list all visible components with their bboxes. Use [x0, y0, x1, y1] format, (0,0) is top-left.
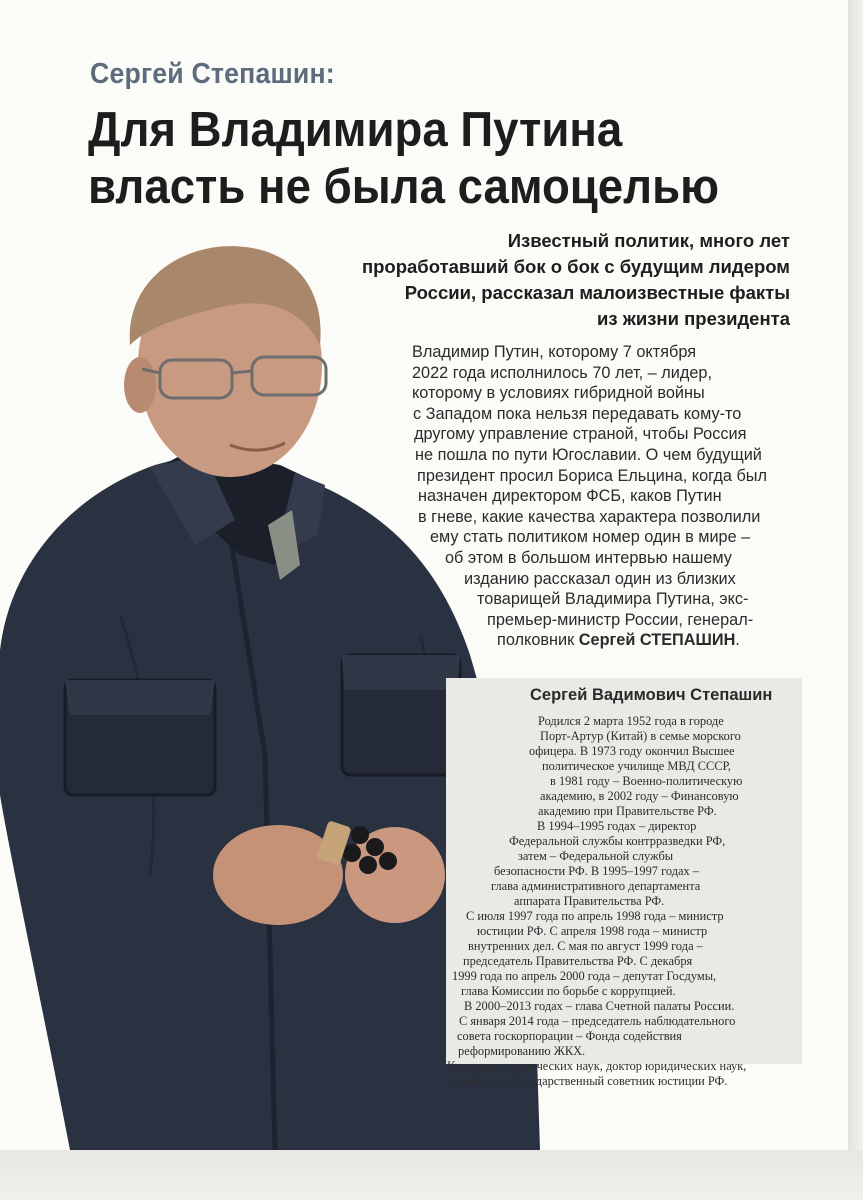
- bio-line: аппарата Правительства РФ.: [514, 894, 665, 908]
- bio-line: академию, в 2002 году – Финансовую: [540, 789, 739, 803]
- lead-line: Известный политик, много лет: [507, 230, 790, 251]
- bio-line: глава Комиссии по борьбе с коррупцией.: [461, 984, 676, 998]
- lead-line: России, рассказал малоизвестные факты: [404, 282, 790, 303]
- intro-line-last: полковник Сергей СТЕПАШИН.: [497, 631, 740, 650]
- page-bottom-margin: [0, 1150, 863, 1200]
- intro-line: которому в условиях гибридной войны: [412, 384, 705, 403]
- lead-line: из жизни президента: [597, 308, 790, 329]
- intro-line: Владимир Путин, которому 7 октября: [412, 343, 697, 361]
- bio-line: С января 2014 года – председатель наблюдательного: [459, 1014, 736, 1028]
- bio-line: 1999 года по апрель 2000 года – депутат Госдумы,: [452, 969, 717, 983]
- bio-line: юстиции РФ. С апреля 1998 года – министр: [477, 924, 708, 938]
- intro-line: 2022 года исполнилось 70 лет, – лидер,: [412, 363, 712, 382]
- bio-line: совета госкорпорации – Фонда содействия: [457, 1029, 682, 1043]
- intro-line: премьер-министр России, генерал-: [487, 610, 754, 629]
- article-kicker: Сергей Степашин:: [90, 58, 335, 90]
- bio-line: офицера. В 1973 году окончил Высшее: [529, 744, 735, 758]
- bio-line: Федеральной службы контрразведки РФ,: [509, 834, 726, 848]
- bio-line: председатель Правительства РФ. С декабря: [463, 954, 693, 968]
- bio-title: Сергей Вадимович Степашин: [530, 686, 773, 704]
- bio-line: безопасности РФ. В 1995–1997 годах –: [494, 864, 700, 878]
- intro-line: ему стать политиком номер один в мире –: [430, 528, 751, 547]
- intro-line: с Западом пока нельзя передавать кому-то: [413, 404, 742, 423]
- intro-line: в гневе, какие качества характера позволили: [418, 507, 761, 526]
- bio-line: глава административного департамента: [491, 879, 701, 893]
- lead-line: проработавший бок о бок с будущим лидером: [361, 256, 790, 277]
- bio-line: профессор. Государственный советник юстиции РФ.: [450, 1074, 728, 1088]
- intro-line: товарищей Владимира Путина, экс-: [477, 590, 749, 609]
- bio-line: Родился 2 марта 1952 года в городе: [538, 714, 724, 728]
- bio-line: внутренних дел. С мая по август 1999 года –: [468, 939, 703, 953]
- intro-line: изданию рассказал один из близких: [464, 569, 736, 588]
- bio-line: С июля 1997 года по апрель 1998 года – министр: [466, 909, 724, 923]
- article-headline: [88, 102, 719, 216]
- intro-line: другому управление страной, чтобы Россия: [414, 425, 747, 444]
- bio-line: В 2000–2013 годах – глава Счетной палаты России.: [464, 999, 735, 1013]
- interviewee-name: Сергей СТЕПАШИН: [578, 631, 736, 650]
- intro-line: об этом в большом интервью нашему: [445, 549, 732, 567]
- bio-line: затем – Федеральной службы: [518, 849, 674, 863]
- bio-line: Кандидат исторических наук, доктор юридических наук,: [447, 1059, 747, 1073]
- bio-line: В 1994–1995 годах – директор: [537, 819, 697, 833]
- bio-line: в 1981 году – Военно-политическую: [550, 774, 743, 788]
- headline-line: власть не была самоцелью: [88, 160, 720, 214]
- intro-line: президент просил Бориса Ельцина, когда был: [417, 466, 767, 485]
- bio-line: академию при Правительстве РФ.: [538, 804, 717, 818]
- intro-line: не пошла по пути Югославии. О чем будущий: [415, 446, 762, 464]
- bio-line: политическое училище МВД СССР,: [542, 759, 731, 773]
- bio-line: Порт-Артур (Китай) в семье морского: [540, 729, 741, 743]
- page-edge: [848, 0, 863, 1200]
- bio-line: реформированию ЖКХ.: [458, 1044, 586, 1058]
- article-lead: [270, 228, 790, 332]
- headline-line: Для Владимира Путина: [88, 103, 623, 157]
- intro-line: назначен директором ФСБ, каков Путин: [418, 487, 722, 506]
